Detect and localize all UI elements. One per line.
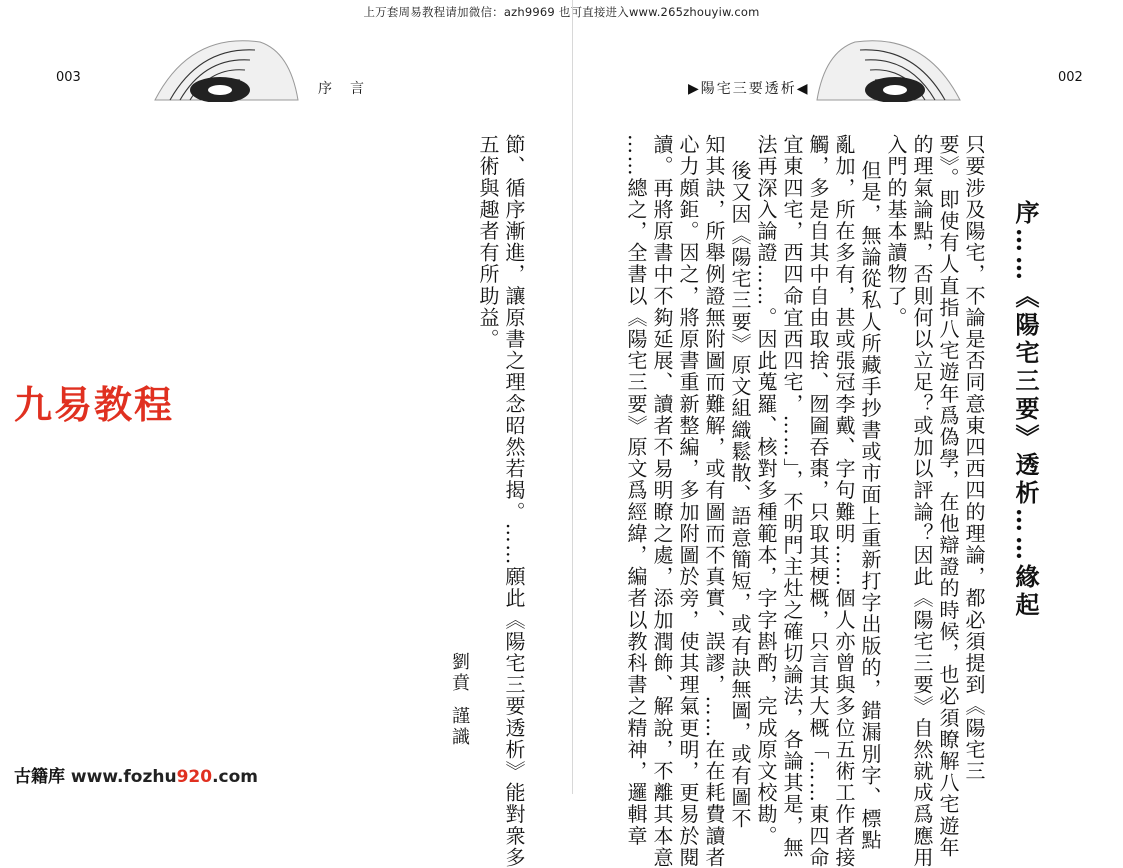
- bottom-watermark: [14, 762, 258, 787]
- body-column: 讀。再將原書中不夠延展、讀者不易明瞭之處，添加潤飾、解說，不離其本意: [650, 134, 674, 868]
- body-column: 入門的基本讀物了。: [884, 134, 908, 329]
- left-page-header: 序 言: [318, 81, 366, 97]
- left-ornament-emblem: [150, 22, 300, 102]
- right-page-number: 002: [1058, 70, 1083, 85]
- author-signoff: 謹識: [449, 706, 470, 748]
- body-column: 宜東四宅，西四命宜西四宅，……」，不明門主灶之確切論法，各論其是，無: [780, 134, 804, 859]
- bottom-watermark-url-suffix: .com: [212, 767, 259, 787]
- body-column: 五術與趣者有所助益。: [476, 134, 500, 350]
- body-column: 亂加，所在多有，甚或張冠李戴、字句難明……個人亦曾與多位五術工作者接: [832, 134, 856, 868]
- body-column: 但是，無論從私人所藏手抄書或市面上重新打字出版的，錯漏別字、標點: [858, 160, 882, 852]
- body-column: 要》。即使有人直指八宅遊年爲偽學，在他辯證的時候，也必須瞭解八宅遊年: [936, 134, 960, 859]
- body-column: 只要涉及陽宅，不論是否同意東四西四的理論，都必須提到《陽宅三: [962, 134, 986, 782]
- bottom-watermark-url-prefix: www.fozhu: [70, 767, 177, 787]
- right-ornament-emblem: [815, 22, 965, 102]
- body-column: 知其訣，所舉例證無附圖而難解，或有圖而不真實、誤謬，……在在耗費讀者: [702, 134, 726, 868]
- left-page-number: 003: [56, 70, 81, 85]
- top-banner-text: 上万套周易教程请加微信：azh9969 也可直接进入www.265zhouyiw.com: [363, 5, 760, 19]
- red-watermark-text: 九易教程: [14, 383, 175, 427]
- page-fold-divider: [572, 0, 573, 794]
- body-column: 的理氣論點，否則何以立足？或加以評論？因此《陽宅三要》自然就成爲應用: [910, 134, 934, 868]
- right-page-header: ▶陽宅三要透析◀: [688, 81, 810, 97]
- body-column: 心力頗鉅。因之，將原書重新整編，多加附圖於旁，使其理氣更明，更易於閱: [676, 134, 700, 868]
- body-column: 節、循序漸進，讓原書之理念昭然若揭。……願此《陽宅三要透析》能對衆多: [502, 134, 526, 868]
- author-name: 劉賁: [449, 652, 470, 694]
- body-column: 後又因《陽宅三要》原文組織鬆散、語意簡短，或有訣無圖，或有圖不: [728, 160, 752, 830]
- body-column: 法再深入論證……。因此蒐羅、核對多種範本，字字斟酌，完成原文校勘。: [754, 134, 778, 847]
- body-column: ……總之，全書以《陽宅三要》原文爲經緯，編者以教科書之精神，邏輯章: [624, 134, 648, 847]
- bottom-watermark-label: 古籍库: [14, 767, 71, 787]
- right-page-title: 序……《陽宅三要》透析……緣起: [1011, 200, 1040, 620]
- body-column: 觸，多是自其中自由取捨、囫圇吞棗，只取其梗概，只言其大概「……東四命: [806, 134, 830, 868]
- bottom-watermark-url-number: 920: [176, 767, 213, 787]
